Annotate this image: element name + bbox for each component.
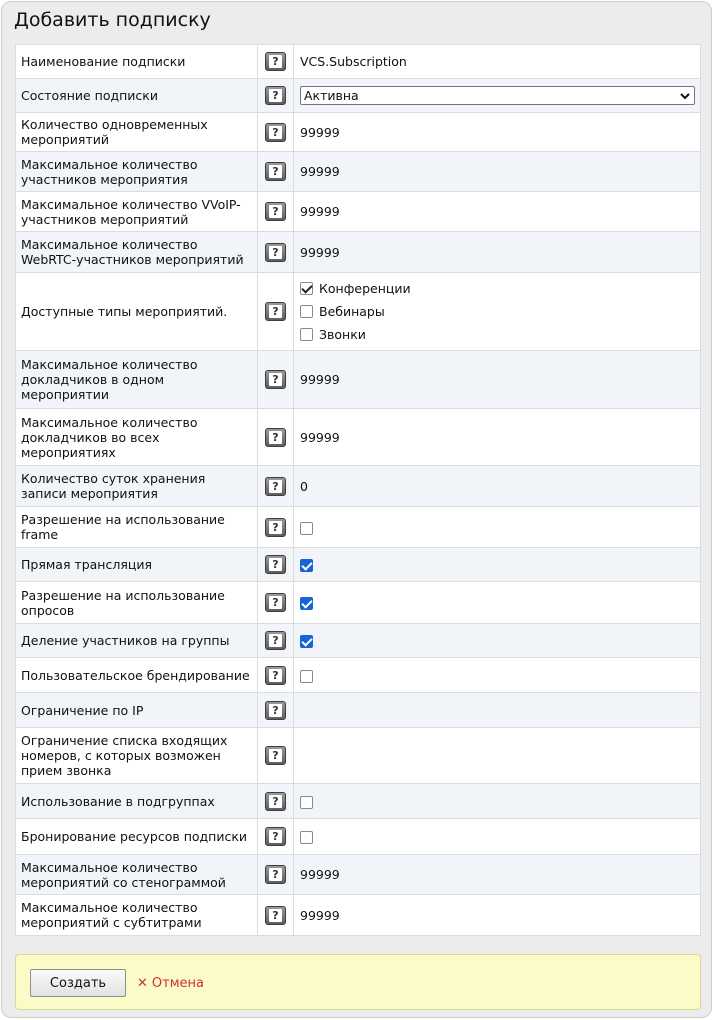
checkbox-conferences[interactable] (300, 282, 313, 295)
concurrent-value[interactable]: 99999 (294, 113, 701, 152)
transcript-value[interactable]: 99999 (294, 855, 701, 895)
label-types: Доступные типы мероприятий. (16, 273, 258, 351)
help-icon[interactable]: ? (265, 162, 286, 181)
checkbox-subgroups[interactable] (300, 796, 313, 809)
close-icon: ✕ (137, 976, 148, 991)
row-subgroups (16, 784, 701, 819)
row-state (16, 79, 701, 113)
label-record-days: Количество суток хранения записи мероприятия (16, 466, 258, 507)
label-live: Прямая трансляция (16, 548, 258, 582)
label-name: Наименование подписки (16, 45, 258, 79)
checkbox-calls[interactable] (300, 328, 313, 341)
row-frame (16, 507, 701, 548)
help-icon[interactable]: ? (265, 701, 286, 720)
option-calls[interactable] (300, 323, 695, 346)
cancel-link[interactable] (137, 976, 204, 991)
help-icon[interactable]: ? (265, 518, 286, 537)
help-icon[interactable]: ? (265, 906, 286, 925)
row-record-days (16, 466, 701, 507)
form-footer (15, 954, 701, 1010)
speakers-one-value[interactable]: 99999 (294, 351, 701, 409)
label-subtitles: Максимальное количество мероприятий с субтитрами (16, 895, 258, 936)
help-icon[interactable]: ? (265, 302, 286, 321)
help-icon[interactable]: ? (265, 631, 286, 650)
row-polls (16, 582, 701, 624)
row-booking (16, 819, 701, 855)
label-frame: Разрешение на использование frame (16, 507, 258, 548)
create-button[interactable]: Создать (30, 969, 126, 997)
help-icon[interactable]: ? (265, 477, 286, 496)
option-conferences-label: Конференции (319, 281, 411, 296)
row-transcript (16, 855, 701, 895)
page-title: Добавить подписку (14, 9, 211, 31)
state-select[interactable] (300, 86, 695, 105)
option-webinars-label: Вебинары (319, 304, 385, 319)
ip-value[interactable] (294, 693, 701, 728)
subtitles-value[interactable]: 99999 (294, 895, 701, 936)
label-max-webrtc: Максимальное количество WebRTC-участников мероприятий (16, 232, 258, 273)
label-ip: Ограничение по IP (16, 693, 258, 728)
label-subgroups: Использование в подгруппах (16, 784, 258, 819)
row-incoming (16, 728, 701, 784)
checkbox-webinars[interactable] (300, 305, 313, 318)
subscription-form-table (15, 44, 701, 936)
cancel-label: Отмена (151, 976, 204, 991)
help-icon[interactable]: ? (265, 666, 286, 685)
max-webrtc-value[interactable]: 99999 (294, 232, 701, 273)
row-speakers-all (16, 409, 701, 466)
help-icon[interactable]: ? (265, 865, 286, 884)
help-icon[interactable]: ? (265, 428, 286, 447)
record-days-value[interactable]: 0 (294, 466, 701, 507)
label-concurrent: Количество одновременных мероприятий (16, 113, 258, 152)
label-branding: Пользовательское брендирование (16, 658, 258, 693)
row-ip (16, 693, 701, 728)
help-icon[interactable]: ? (265, 52, 286, 71)
label-speakers-one: Максимальное количество докладчиков в одном мероприятии (16, 351, 258, 409)
row-groups (16, 624, 701, 658)
checkbox-frame[interactable] (300, 522, 313, 535)
checkbox-live[interactable] (300, 559, 313, 572)
option-conferences[interactable] (300, 277, 695, 300)
label-booking: Бронирование ресурсов подписки (16, 819, 258, 855)
row-max-webrtc (16, 232, 701, 273)
label-incoming: Ограничение списка входящих номеров, с которых возможен прием звонка (16, 728, 258, 784)
help-icon[interactable]: ? (265, 792, 286, 811)
label-polls: Разрешение на использование опросов (16, 582, 258, 624)
help-icon[interactable]: ? (265, 202, 286, 221)
add-subscription-panel (1, 1, 712, 1018)
help-icon[interactable]: ? (265, 370, 286, 389)
row-name (16, 45, 701, 79)
help-icon[interactable]: ? (265, 827, 286, 846)
checkbox-branding[interactable] (300, 670, 313, 683)
row-max-voip (16, 192, 701, 232)
help-icon[interactable]: ? (265, 746, 286, 765)
help-icon[interactable]: ? (265, 243, 286, 262)
help-icon[interactable]: ? (265, 593, 286, 612)
state-select-value: Активна (304, 88, 359, 103)
row-types (16, 273, 701, 351)
help-icon[interactable]: ? (265, 123, 286, 142)
option-webinars[interactable] (300, 300, 695, 323)
row-live (16, 548, 701, 582)
chevron-down-icon (680, 91, 690, 101)
speakers-all-value[interactable]: 99999 (294, 409, 701, 466)
row-subtitles (16, 895, 701, 936)
max-participants-value[interactable]: 99999 (294, 152, 701, 192)
label-max-participants: Максимальное количество участников мероприятия (16, 152, 258, 192)
option-calls-label: Звонки (319, 327, 366, 342)
label-max-voip: Максимальное количество VVoIP-участников мероприятий (16, 192, 258, 232)
name-value[interactable]: VCS.Subscription (294, 45, 701, 79)
incoming-value[interactable] (294, 728, 701, 784)
help-icon[interactable]: ? (265, 555, 286, 574)
label-speakers-all: Максимальное количество докладчиков во всех мероприятиях (16, 409, 258, 466)
row-concurrent (16, 113, 701, 152)
label-state: Состояние подписки (16, 79, 258, 113)
label-transcript: Максимальное количество мероприятий со стенограммой (16, 855, 258, 895)
checkbox-polls[interactable] (300, 597, 313, 610)
checkbox-booking[interactable] (300, 831, 313, 844)
label-groups: Деление участников на группы (16, 624, 258, 658)
row-branding (16, 658, 701, 693)
checkbox-groups[interactable] (300, 635, 313, 648)
row-max-participants (16, 152, 701, 192)
max-voip-value[interactable]: 99999 (294, 192, 701, 232)
row-speakers-one (16, 351, 701, 409)
help-icon[interactable]: ? (265, 86, 286, 105)
